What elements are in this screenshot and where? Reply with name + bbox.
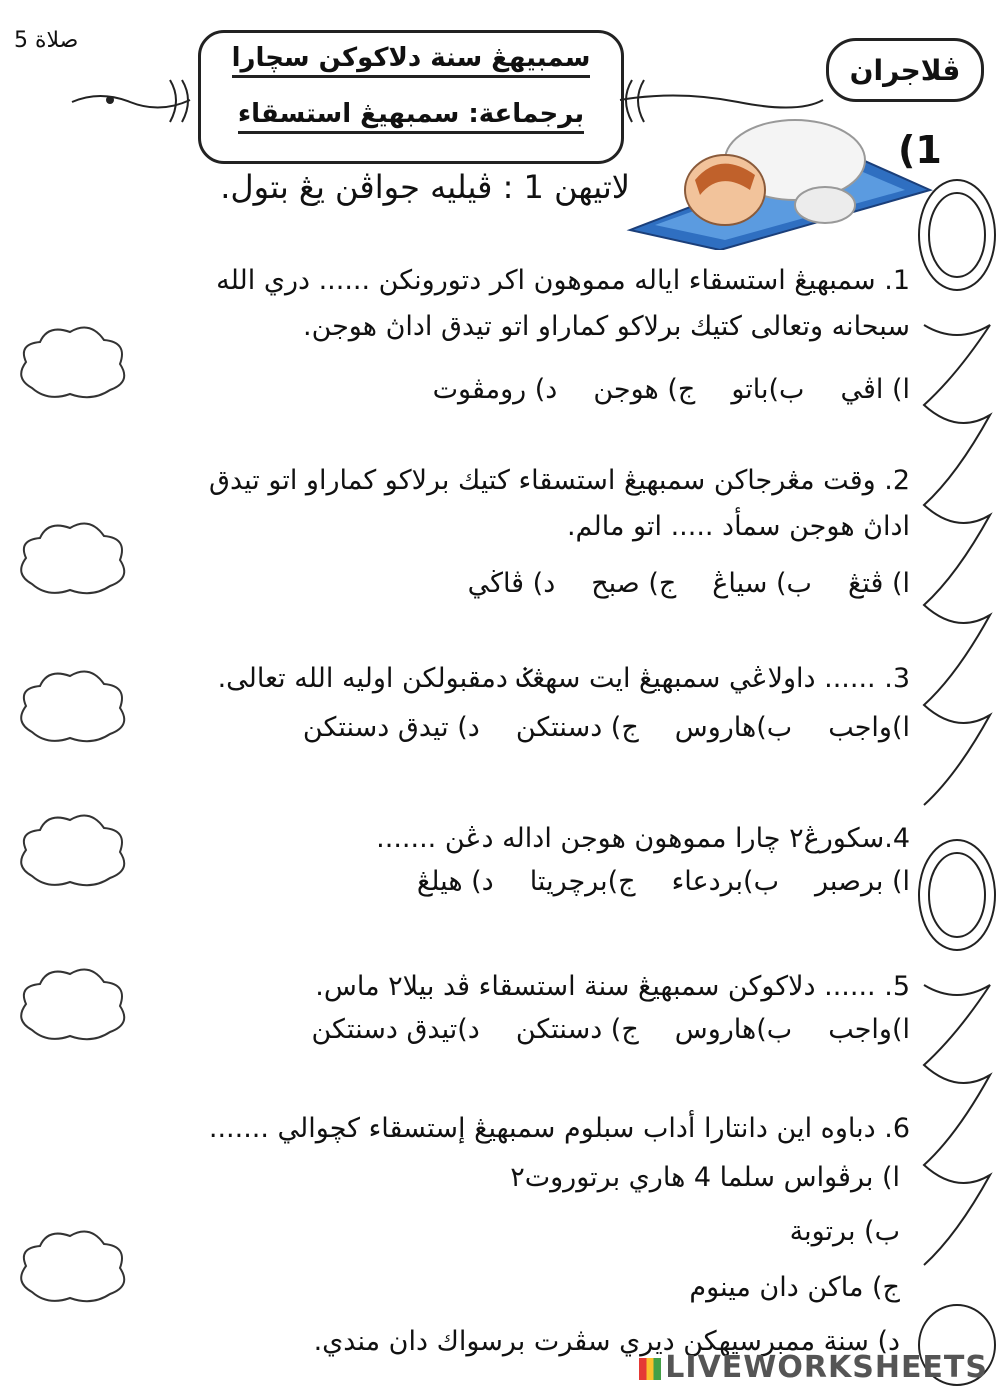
option-b[interactable]: ب) برتوبة (789, 1216, 900, 1247)
logo-icon (639, 1358, 661, 1380)
option-d[interactable]: د) رومڤوت (432, 374, 558, 405)
option-c[interactable]: ج)برچريتا (529, 866, 636, 897)
option-d[interactable]: د) هيلڠ (416, 866, 494, 897)
option-b[interactable]: ب)باتو (731, 374, 805, 405)
question-3-text: 3. ...... داولاڠي سمبهيڠ ايت سهڠݢ دمقبولكن اوليه الله تعالى. (217, 663, 910, 694)
option-b[interactable]: ب)هاروس (674, 1014, 793, 1045)
option-a[interactable]: ا)واجب (828, 1014, 910, 1045)
option-a[interactable]: ا) برڤواس سلما 4 هاري برتوروت٢ (510, 1162, 900, 1193)
option-d[interactable]: د) تيدق دسنتكن (302, 712, 480, 743)
question-2-text: 2. وقت مڠرجاكن سمبهيڠ استسقاء كتيك برلاكو كماراو اتو تيدق اداڽ هوجن سمأد ..... اتو مالم. (209, 465, 910, 542)
option-a[interactable]: ا) اڤي (840, 374, 910, 405)
option-a[interactable]: ا) برصبر (814, 866, 910, 897)
praying-boy-illustration (610, 80, 940, 250)
option-c[interactable]: ج) دسنتكن (515, 712, 639, 743)
question-1-options (230, 370, 910, 410)
answer-cloud-5[interactable] (12, 960, 132, 1046)
answer-cloud-3[interactable] (12, 662, 132, 748)
option-b[interactable]: ب)بردعاء (671, 866, 779, 897)
title-box (198, 30, 624, 164)
question-5-text: 5. ...... دلاكوكن سمبهيڠ سنة استسقاء ڤد بيلا٢ ماس. (315, 971, 910, 1002)
liveworksheets-logo: LIVEWORKSHEETS (639, 1350, 988, 1385)
option-c[interactable]: ج) هوجن (593, 374, 696, 405)
section-number: (1 (898, 128, 942, 172)
option-c[interactable]: ج) ماكن دان مينوم (689, 1272, 900, 1303)
subject-badge: ڤلاجران (826, 38, 984, 102)
ornament-left (70, 70, 205, 130)
question-4-text: 4.سكورڠ٢ چارا مموهون هوجن اداله دڠن ....... (376, 823, 910, 854)
option-d[interactable]: د)تيدق دسنتكن (311, 1014, 480, 1045)
title-line-1: سمبيهڠ سنة دلاكوكن سچارا (201, 43, 621, 73)
question-4-options (200, 862, 910, 902)
answer-cloud-2[interactable] (12, 514, 132, 600)
option-c[interactable]: ج) صبح (591, 568, 677, 599)
option-d[interactable]: د) ڤاڬي (467, 568, 556, 599)
question-6-text: 6. دباوه اين دانتارا أداب سبلوم سمبهيڠ إستسقاء كچوالي ....... (208, 1113, 910, 1144)
option-c[interactable]: ج) دسنتكن (515, 1014, 639, 1045)
page-label: صلاة 5 (14, 28, 79, 53)
answer-cloud-4[interactable] (12, 806, 132, 892)
option-b[interactable]: ب) سياڠ (712, 568, 812, 599)
answer-cloud-1[interactable] (12, 318, 132, 404)
question-5-options (140, 1010, 910, 1050)
option-b[interactable]: ب)هاروس (674, 712, 793, 743)
question-2-options (230, 564, 910, 604)
option-a[interactable]: ا)واجب (828, 712, 910, 743)
title-line-2: برجماعة: سمبهيڠ استسقاء (201, 99, 621, 129)
answer-cloud-6[interactable] (12, 1222, 132, 1308)
calligraphy-border (914, 175, 1000, 1389)
question-1-text: 1. سمبهيڠ استسقاء اياله مموهون اكر دتورونكن ...... دري الله سبحانه وتعالى كتيك برلاكو كماراو اتو تيدق اداڽ هوجن. (216, 265, 910, 342)
option-a[interactable]: ا) ڤتڠ (847, 568, 910, 599)
instruction: لاتيهن 1 : ڤيليه جواڤن يڠ بتول. (220, 168, 630, 206)
option-d[interactable]: د) سنة ممبرسيهكن ديري سڤرت برسواك دان مندي. (313, 1326, 900, 1357)
question-3-options (160, 708, 910, 748)
